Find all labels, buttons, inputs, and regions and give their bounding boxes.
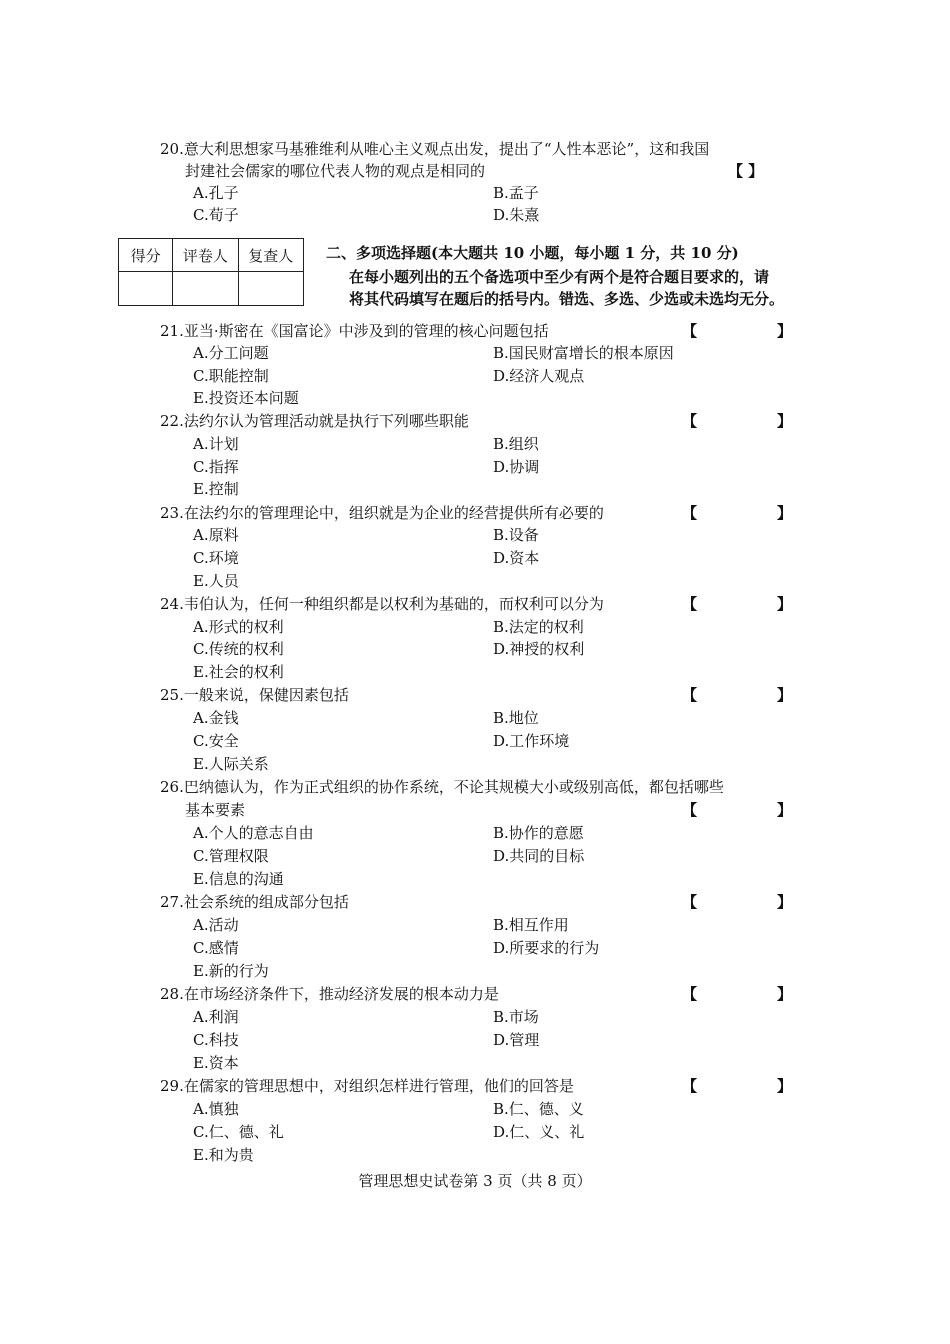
q25-option-a: A.金钱 <box>193 709 239 727</box>
q29-option-d: D.仁、义、礼 <box>493 1123 585 1141</box>
section-instruction-line1: 在每小题列出的五个备选项中至少有两个是符合题目要求的，请 <box>349 268 770 286</box>
q25-option-e: E.人际关系 <box>193 755 269 773</box>
q28-option-e: E.资本 <box>193 1054 239 1072</box>
q22-option-e: E.控制 <box>193 480 239 498</box>
q24-option-a: A.形式的权利 <box>193 618 284 636</box>
q29-stem: 29.在儒家的管理思想中，对组织怎样进行管理，他们的回答是 <box>160 1077 574 1095</box>
q23-bracket-left: 【 <box>682 504 698 522</box>
q26-option-c: C.管理权限 <box>193 847 269 865</box>
q24-option-e: E.社会的权利 <box>193 663 284 681</box>
q29-option-b: B.仁、德、义 <box>493 1100 584 1118</box>
q22-option-a: A.计划 <box>193 435 239 453</box>
q27-option-d: D.所要求的行为 <box>493 939 600 957</box>
q21-option-b: B.国民财富增长的根本原因 <box>493 344 674 362</box>
score-table <box>118 238 304 306</box>
q27-option-e: E.新的行为 <box>193 962 269 980</box>
q21-option-a: A.分工问题 <box>193 344 269 362</box>
q29-bracket-right: 】 <box>777 1077 793 1095</box>
score-header-grader: 评卷人 <box>173 239 238 272</box>
q20-answer-bracket: 【 】 <box>728 162 764 180</box>
section-title: 二、多项选择题(本大题共 10 小题，每小题 1 分，共 10 分) <box>326 244 739 262</box>
q26-stem-cont: 基本要素 <box>185 801 246 819</box>
q29-bracket-left: 【 <box>682 1077 698 1095</box>
q23-option-d: D.资本 <box>493 549 540 567</box>
reviewer-cell <box>238 272 303 306</box>
q22-option-b: B.组织 <box>493 435 539 453</box>
q22-bracket-right: 】 <box>777 412 793 430</box>
score-table-wrapper <box>130 238 320 310</box>
q22-bracket-left: 【 <box>682 412 698 430</box>
page-footer: 管理思想史试卷第 3 页（共 8 页） <box>358 1172 592 1190</box>
q21-option-c: C.职能控制 <box>193 367 269 385</box>
q21-bracket-left: 【 <box>682 322 698 340</box>
q28-option-d: D.管理 <box>493 1031 540 1049</box>
q24-stem: 24.韦伯认为，任何一种组织都是以权利为基础的，而权利可以分为 <box>160 595 604 613</box>
q20-option-d: D.朱熹 <box>493 206 540 224</box>
score-header-reviewer: 复查人 <box>238 239 303 272</box>
q27-option-a: A.活动 <box>193 916 239 934</box>
q26-option-b: B.协作的意愿 <box>493 824 584 842</box>
q20-stem-line2: 封建社会儒家的哪位代表人物的观点是相同的 <box>185 162 486 180</box>
q26-option-e: E.信息的沟通 <box>193 870 284 888</box>
q27-stem: 27.社会系统的组成部分包括 <box>160 893 349 911</box>
q28-option-c: C.科技 <box>193 1031 239 1049</box>
q25-stem: 25.一般来说，保健因素包括 <box>160 686 349 704</box>
section-instruction-line2: 将其代码填写在题后的括号内。错选、多选、少选或未选均无分。 <box>349 290 785 308</box>
q26-bracket-right: 】 <box>777 801 793 819</box>
q28-option-b: B.市场 <box>493 1008 539 1026</box>
q28-option-a: A.利润 <box>193 1008 239 1026</box>
q23-option-a: A.原料 <box>193 526 239 544</box>
q29-option-a: A.慎独 <box>193 1100 239 1118</box>
q23-bracket-right: 】 <box>777 504 793 522</box>
q23-option-e: E.人员 <box>193 572 239 590</box>
q20-option-b: B.孟子 <box>493 184 539 202</box>
score-cell <box>119 272 173 306</box>
q26-bracket-left: 【 <box>682 801 698 819</box>
q27-option-c: C.感情 <box>193 939 239 957</box>
q29-option-c: C.仁、德、礼 <box>193 1123 284 1141</box>
q27-bracket-left: 【 <box>682 893 698 911</box>
q26-option-a: A.个人的意志自由 <box>193 824 314 842</box>
q24-option-b: B.法定的权利 <box>493 618 584 636</box>
q25-option-b: B.地位 <box>493 709 539 727</box>
q25-bracket-left: 【 <box>682 686 698 704</box>
q20-option-a: A.孔子 <box>193 184 239 202</box>
q26-option-d: D.共同的目标 <box>493 847 585 865</box>
q27-option-b: B.相互作用 <box>493 916 569 934</box>
q21-stem: 21.亚当·斯密在《国富论》中涉及到的管理的核心问题包括 <box>160 322 549 340</box>
q28-bracket-right: 】 <box>777 985 793 1003</box>
q25-option-d: D.工作环境 <box>493 732 570 750</box>
q21-option-e: E.投资还本问题 <box>193 389 299 407</box>
q25-bracket-right: 】 <box>777 686 793 704</box>
q22-option-c: C.指挥 <box>193 458 239 476</box>
q28-bracket-left: 【 <box>682 985 698 1003</box>
q27-bracket-right: 】 <box>777 893 793 911</box>
q25-option-c: C.安全 <box>193 732 239 750</box>
q24-bracket-right: 】 <box>777 595 793 613</box>
q21-bracket-right: 】 <box>777 322 793 340</box>
q23-option-c: C.环境 <box>193 549 239 567</box>
q24-option-d: D.神授的权利 <box>493 640 585 658</box>
q24-bracket-left: 【 <box>682 595 698 613</box>
q20-stem-line1: 20.意大利思想家马基雅维利从唯心主义观点出发，提出了“人性本恶论”，这和我国 <box>160 140 710 158</box>
q23-option-b: B.设备 <box>493 526 539 544</box>
grader-cell <box>173 272 238 306</box>
q21-option-d: D.经济人观点 <box>493 367 585 385</box>
q28-stem: 28.在市场经济条件下，推动经济发展的根本动力是 <box>160 985 499 1003</box>
q22-option-d: D.协调 <box>493 458 540 476</box>
q29-option-e: E.和为贵 <box>193 1146 254 1164</box>
q26-stem: 26.巴纳德认为，作为正式组织的协作系统，不论其规模大小或级别高低，都包括哪些 <box>160 778 724 796</box>
q24-option-c: C.传统的权利 <box>193 640 284 658</box>
q22-stem: 22.法约尔认为管理活动就是执行下列哪些职能 <box>160 412 469 430</box>
q23-stem: 23.在法约尔的管理理论中，组织就是为企业的经营提供所有必要的 <box>160 504 604 522</box>
q20-option-c: C.荀子 <box>193 206 239 224</box>
score-header-score: 得分 <box>119 239 173 272</box>
